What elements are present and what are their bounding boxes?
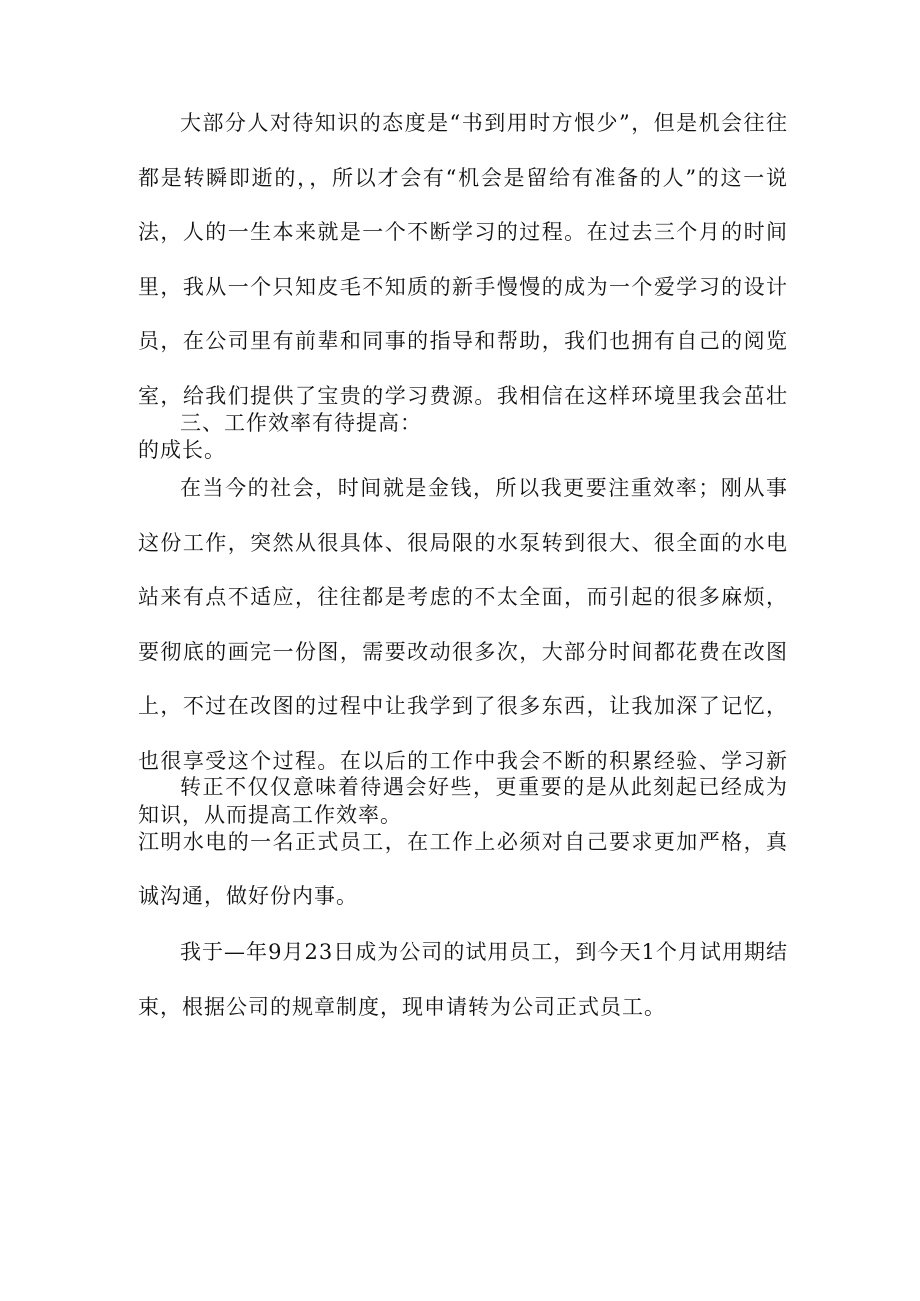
section-heading-efficiency: 三、工作效率有待提高： <box>180 411 422 435</box>
paragraph-formal-employee: 转正不仅仅意味着待遇会好些，更重要的是从此刻起已经成为江明水电的一名正式员工，在工作上必须对自己要求更加严格，真诚沟通，做好份内事。 <box>138 775 788 908</box>
paragraph-learning: 大部分人对待知识的态度是“书到用时方恨少”，但是机会往往都是转瞬即逝的，，所以才会有“机会是留给有准备的人”的这一说法，人的一生本来就是一个不断学习的过程。在过去三个月的时间里，我从一个只知皮毛不知质的新手慢慢的成为一个爱学习的设计员，在公司里有前辈和同事的指导和帮助，我们也拥有自己的阅览室，给我们提供了宝贵的学习费源。我相信在这样环境里我会茁壮的成长。 <box>138 111 788 462</box>
paragraph-application: 我于—年9月23日成为公司的试用员工，到今天1个月试用期结束，根据公司的规章制度，现申请转为公司正式员工。 <box>138 940 788 1019</box>
paragraph-efficiency: 在当今的社会，时间就是金钱，所以我更要注重效率；刚从事这份工作，突然从很具体、很局限的水泵转到很大、很全面的水电站来有点不适应，往往都是考虑的不太全面，而引起的很多麻烦，要彻底的画完一份图，需要改动很多次，大部分时间都花费在改图上，不过在改图的过程中让我学到了很多东西，让我加深了记忆，也很享受这个过程。在以后的工作中我会不断的积累经验、学习新知识，从而提高工作效率。 <box>138 476 788 827</box>
